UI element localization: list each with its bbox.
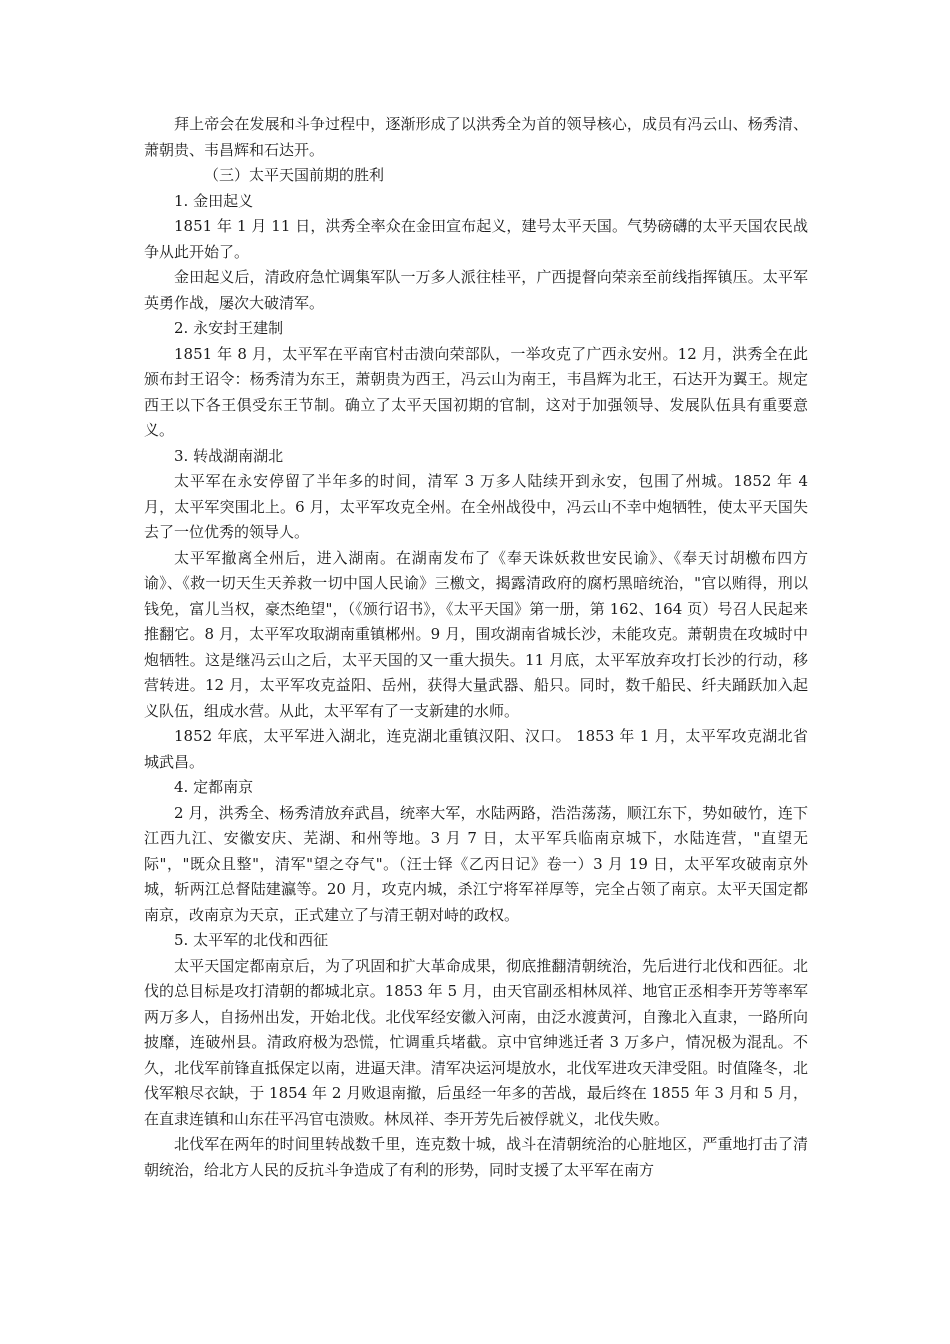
paragraph: 太平军在永安停留了半年多的时间，清军 3 万多人陆续开到永安，包围了州城。1852 年 4 月，太平军突围北上。6 月，太平军攻克全州。在全州战役中，冯云山不幸中炮牺牲，使太平天国失去了一位优秀的领导人。 <box>144 472 808 541</box>
paragraph: 金田起义后，清政府急忙调集军队一万多人派往桂平，广西提督向荣亲至前线指挥镇压。太平军英勇作战，屡次大破清军。 <box>144 268 808 312</box>
subsection-heading: 2. 永安封王建制 <box>174 319 284 337</box>
paragraph: 1851 年 1 月 11 日，洪秀全率众在金田宣布起义，建号太平天国。气势磅礴的太平天国农民战争从此开始了。 <box>144 217 808 261</box>
section-heading: （三）太平天国前期的胜利 <box>204 166 385 184</box>
paragraph: 1852 年底，太平军进入湖北，连克湖北重镇汉阳、汉口。 1853 年 1 月，太平军攻克湖北省城武昌。 <box>144 727 808 771</box>
paragraph: 太平天国定都南京后，为了巩固和扩大革命成果，彻底推翻清朝统治，先后进行北伐和西征。北伐的总目标是攻打清朝的都城北京。1853 年 5 月，由天官副丞相林凤祥、地官正丞相李开芳等率军两万多人，自扬州出发，开始北伐。北伐军经安徽入河南，由泛水渡黄河，自豫北入直隶，一路所向披靡，连破州县。清政府极为恐慌，忙调重兵堵截。京中官绅逃迁者 3 万多户，情况极为混乱。不久，北伐军前锋直抵保定以南，进逼天津。清军决运河堤放水，北伐军进攻天津受阻。时值隆冬，北伐军粮尽衣缺，于 1854 年 2 月败退南撤，后虽经一年多的苦战，最后终在 1855 年 3 月和 5 月，在直隶连镇和山东茌平冯官屯溃败。林凤祥、李开芳先后被俘就义，北伐失败。 <box>144 956 808 1128</box>
paragraph: 北伐军在两年的时间里转战数千里，连克数十城，战斗在清朝统治的心脏地区，严重地打击了清朝统治，给北方人民的反抗斗争造成了有利的形势，同时支援了太平军在南方 <box>144 1135 808 1179</box>
paragraph: 2 月，洪秀全、杨秀清放弃武昌，统率大军，水陆两路，浩浩荡荡，顺江东下，势如破竹，连下江西九江、安徽安庆、芜湖、和州等地。3 月 7 日，太平军兵临南京城下，水陆连营，"直望无际"，"既众且整"，清军"望之夺气"。（汪士铎《乙丙日记》卷一）3 月 19 日，太平军攻破南京外城，斩两江总督陆建瀛等。20 月，攻克内城，杀江宁将军祥厚等，完全占领了南京。太平天国定都南京，改南京为天京，正式建立了与清王朝对峙的政权。 <box>144 803 808 924</box>
subsection-heading: 4. 定都南京 <box>174 778 254 796</box>
subsection-heading: 3. 转战湖南湖北 <box>174 446 284 465</box>
document-page <box>144 112 808 1183</box>
subsection-heading: 1. 金田起义 <box>174 191 254 210</box>
paragraph: 1851 年 8 月，太平军在平南官村击溃向荣部队，一举攻克了广西永安州。12 月，洪秀全在此颁布封王诏令：杨秀清为东王，萧朝贵为西王，冯云山为南王，韦昌辉为北王，石达开为翼王。规定西王以下各王俱受东王节制。确立了太平天国初期的官制，这对于加强领导、发展队伍具有重要意义。 <box>144 344 808 439</box>
subsection-heading: 5. 太平军的北伐和西征 <box>174 931 329 949</box>
paragraph: 太平军撤离全州后，进入湖南。在湖南发布了《奉天诛妖救世安民谕》、《奉天讨胡檄布四方谕》、《救一切天生天养救一切中国人民谕》三檄文，揭露清政府的腐朽黑暗统治，"官以贿得，刑以钱免，富儿当权，豪杰绝望"，（《颁行诏书》，《太平天国》第一册，第 162、164 页）号召人民起来推翻它。8 月，太平军攻取湖南重镇郴州。9 月，围攻湖南省城长沙，未能攻克。萧朝贵在攻城时中炮牺牲。这是继冯云山之后，太平天国的又一重大损失。11 月底，太平军放弃攻打长沙的行动，移营转进。12 月，太平军攻克益阳、岳州，获得大量武器、船只。同时，数千船民、纤夫踊跃加入起义队伍，组成水营。从此，太平军有了一支新建的水师。 <box>144 548 808 720</box>
paragraph: 拜上帝会在发展和斗争过程中，逐渐形成了以洪秀全为首的领导核心，成员有冯云山、杨秀清、萧朝贵、韦昌辉和石达开。 <box>144 115 808 159</box>
